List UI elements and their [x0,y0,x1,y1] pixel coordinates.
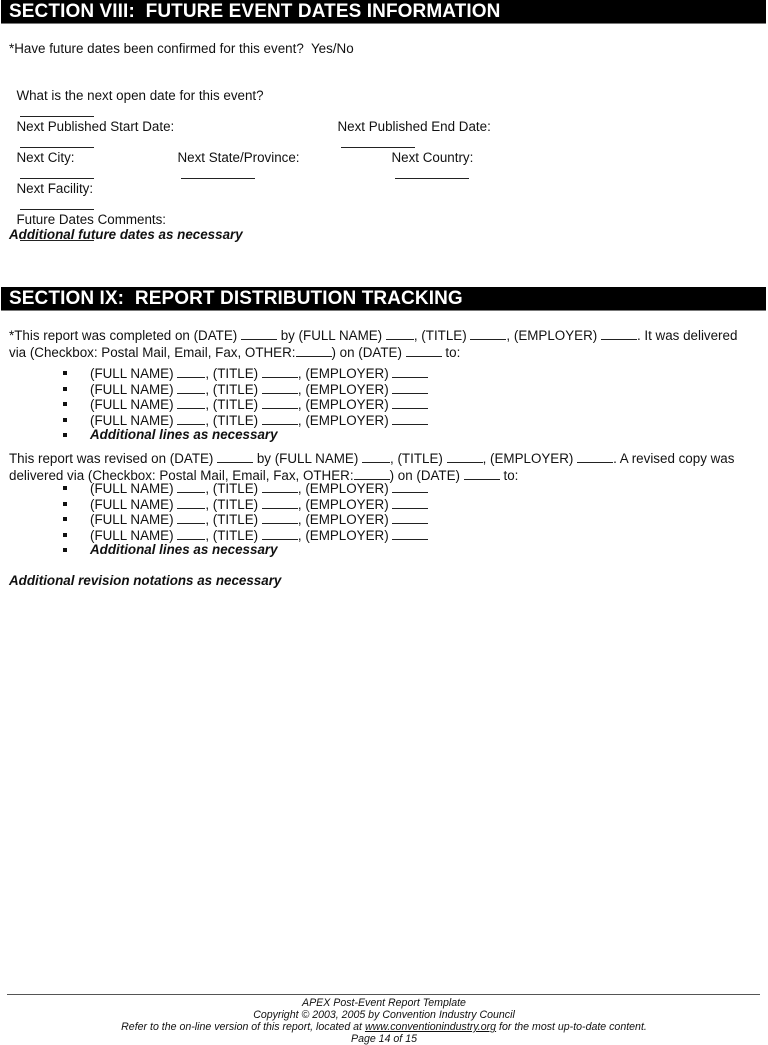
revised-by-label: by (FULL NAME) [256,451,359,466]
recipient-name-label: (FULL NAME) [90,512,174,527]
page-footer [0,997,768,1045]
revised-delivery-method-label: . A revised copy was delivered via (Checkbox: Postal Mail, Email, Fax, OTHER: [9,451,735,483]
bullet-square-icon [63,548,67,552]
next-state-label: Next State/Province: [177,150,300,165]
bullet-square-icon [63,502,67,506]
report-completed-paragraph [9,327,754,360]
revised-title-label: , (TITLE) [390,451,443,466]
bullet-square-icon [63,387,67,391]
revised-date-field[interactable] [217,450,253,463]
recipient-employer-label: , (EMPLOYER) [297,366,389,381]
next-country-row [384,134,473,183]
recipient-name-label: (FULL NAME) [90,481,174,496]
recipient-employer-label: , (EMPLOYER) [297,512,389,527]
recipient-name-field[interactable] [177,412,205,425]
recipient-title-label: , (TITLE) [205,366,259,381]
recipient-title-field[interactable] [262,381,298,394]
completed-to-label: to: [445,344,461,360]
revised-to-label: to: [503,467,519,483]
recipient-row [60,480,428,496]
completed-other-field[interactable] [296,344,332,357]
bullet-square-icon [63,533,67,537]
recipient-employer-label: , (EMPLOYER) [297,496,389,512]
completed-title-label: , (TITLE) [413,328,467,343]
revised-date-label: This report was revised on (DATE) [9,451,214,466]
recipient-row [60,511,428,527]
recipient-name-field[interactable] [177,396,205,409]
footer-reference-prefix: Refer to the on-line version of this report, located at [121,1021,365,1033]
recipient-employer-field[interactable] [392,381,428,394]
recipient-name-label: (FULL NAME) [90,366,174,381]
footer-divider [7,994,760,995]
future-dates-confirmed-question: *Have future dates been confirmed for this event? Yes/No [9,41,354,56]
recipient-employer-label: , (EMPLOYER) [297,381,389,397]
recipient-title-field[interactable] [262,496,298,509]
bullet-square-icon [63,418,67,422]
revised-employer-label: , (EMPLOYER) [482,451,574,466]
revised-delivery-date-label: ) on (DATE) [389,467,460,483]
recipient-row [60,381,428,397]
completed-by-field[interactable] [386,327,414,340]
additional-revision-notations-note: Additional revision notations as necessary [9,573,282,588]
completed-by-label: by (FULL NAME) [280,328,383,343]
recipient-name-label: (FULL NAME) [90,412,174,428]
recipient-employer-field[interactable] [392,496,428,509]
future-dates-comments-label: Future Dates Comments: [16,212,167,227]
recipient-employer-field[interactable] [392,396,428,409]
completed-employer-field[interactable] [601,327,637,340]
recipient-name-field[interactable] [177,527,205,540]
recipient-name-field[interactable] [177,511,205,524]
recipient-title-field[interactable] [262,480,298,493]
bullet-square-icon [63,433,67,437]
recipient-title-field[interactable] [262,527,298,540]
recipient-row [60,412,428,428]
recipient-employer-field[interactable] [392,511,428,524]
next-country-label: Next Country: [391,150,474,165]
recipient-row [60,496,428,512]
next-facility-label: Next Facility: [16,181,94,196]
report-revised-paragraph [9,450,754,483]
additional-lines-row [60,427,428,443]
recipient-title-field[interactable] [262,511,298,524]
recipient-title-label: , (TITLE) [205,512,259,527]
recipient-row [60,396,428,412]
recipient-name-field[interactable] [177,496,205,509]
recipient-row [60,527,428,543]
recipient-name-label: (FULL NAME) [90,527,174,543]
additional-lines-note: Additional lines as necessary [90,542,278,557]
next-state-field[interactable] [181,166,255,179]
next-state-row [170,134,300,183]
recipient-title-field[interactable] [262,412,298,425]
completed-employer-label: , (EMPLOYER) [506,328,598,343]
page-number: Page 14 of 15 [351,1033,417,1045]
revised-title-field[interactable] [447,450,483,463]
revised-delivery-date-field[interactable] [464,467,500,480]
bullet-square-icon [63,371,67,375]
recipient-employer-field[interactable] [392,412,428,425]
bullet-square-icon [63,402,67,406]
recipient-title-label: , (TITLE) [205,381,259,397]
recipient-employer-label: , (EMPLOYER) [297,412,389,428]
recipient-title-field[interactable] [262,365,298,378]
recipient-name-field[interactable] [177,480,205,493]
recipient-title-label: , (TITLE) [205,496,259,512]
completed-recipients-list [60,365,428,443]
recipient-title-label: , (TITLE) [205,412,259,428]
completed-date-label: *This report was completed on (DATE) [9,328,238,343]
bullet-square-icon [63,517,67,521]
section-ix-header: SECTION IX: REPORT DISTRIBUTION TRACKING [1,287,766,311]
recipient-name-label: (FULL NAME) [90,381,174,397]
revised-recipients-list [60,480,428,558]
recipient-title-field[interactable] [262,396,298,409]
recipient-employer-field[interactable] [392,480,428,493]
recipient-name-field[interactable] [177,381,205,394]
revised-employer-field[interactable] [577,450,613,463]
recipient-name-label: (FULL NAME) [90,496,174,512]
next-city-label: Next City: [16,150,75,165]
recipient-employer-label: , (EMPLOYER) [297,481,389,496]
recipient-employer-field[interactable] [392,527,428,540]
next-country-field[interactable] [395,166,469,179]
completed-title-field[interactable] [470,327,506,340]
completed-delivery-method-label: . It was delivered via (Checkbox: Postal Mail, Email, Fax, OTHER: [9,328,738,360]
section-viii-header: SECTION VIII: FUTURE EVENT DATES INFORMATION [1,0,766,24]
next-start-date-label: Next Published Start Date: [16,119,175,134]
next-open-date-label: What is the next open date for this event? [16,88,264,103]
additional-future-dates-note: Additional future dates as necessary [9,227,243,242]
recipient-title-label: , (TITLE) [205,527,259,543]
completed-delivery-date-field[interactable] [406,344,442,357]
footer-template-name: APEX Post-Event Report Template [302,997,466,1009]
revised-by-field[interactable] [362,450,390,463]
recipient-employer-label: , (EMPLOYER) [297,527,389,543]
next-end-date-label: Next Published End Date: [337,119,491,134]
recipient-title-label: , (TITLE) [205,397,259,412]
bullet-square-icon [63,486,67,490]
recipient-employer-label: , (EMPLOYER) [297,397,389,412]
footer-reference-suffix: for the most up-to-date content. [496,1021,647,1033]
recipient-row [60,365,428,381]
convention-industry-link[interactable]: www.conventionindustry.org [364,1021,497,1033]
recipient-employer-field[interactable] [392,365,428,378]
additional-lines-note: Additional lines as necessary [90,427,278,442]
revised-other-field[interactable] [354,467,390,480]
recipient-name-field[interactable] [177,365,205,378]
footer-reference [0,1021,768,1033]
recipient-name-label: (FULL NAME) [90,397,174,412]
footer-copyright: Copyright © 2003, 2005 by Convention Industry Council [253,1009,515,1021]
completed-date-field[interactable] [241,327,277,340]
recipient-title-label: , (TITLE) [205,481,259,496]
additional-lines-row [60,542,428,558]
completed-delivery-date-label: ) on (DATE) [331,344,402,360]
